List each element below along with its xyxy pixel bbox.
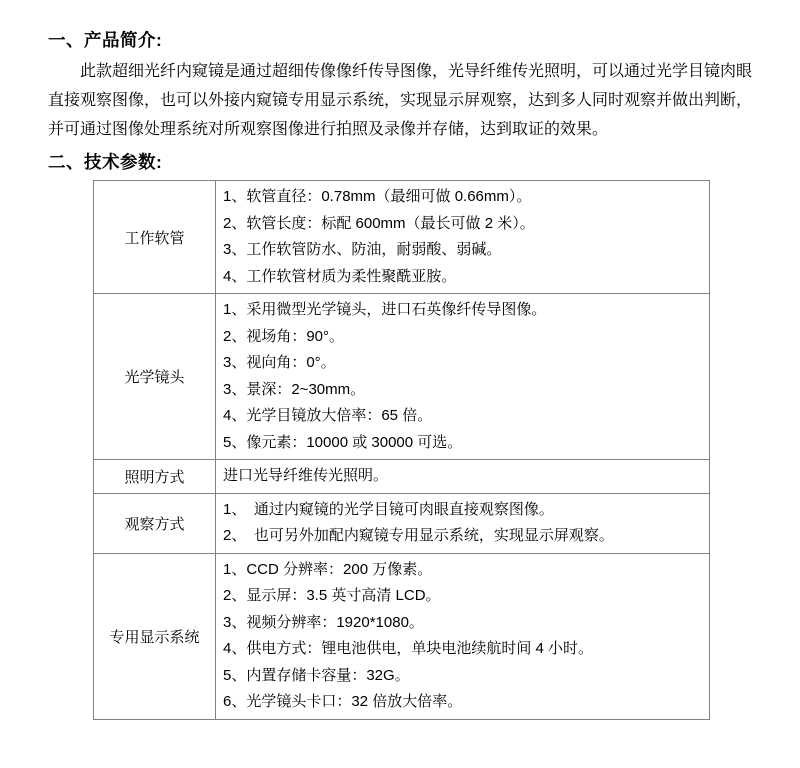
spec-line: 4、供电方式：锂电池供电，单块电池续航时间 4 小时。 bbox=[223, 640, 594, 657]
spec-category-label: 光学镜头 bbox=[94, 294, 216, 460]
spec-line: 2、显示屏：3.5 英寸高清 LCD。 bbox=[223, 587, 441, 604]
spec-value-cell bbox=[216, 553, 710, 719]
spec-line: 1、软管直径：0.78mm（最细可做 0.66mm）。 bbox=[223, 188, 532, 205]
product-intro-paragraph: 此款超细光纤内窥镜是通过超细传像像纤传导图像，光导纤维传光照明，可以通过光学目镜肉眼直接观察图像，也可以外接内窥镜专用显示系统，实现显示屏观察，达到多人同时观察并做出判断，并可通过图像处理系统对所观察图像进行拍照及录像并存储，达到取证的效果。 bbox=[48, 63, 753, 138]
spec-category-label: 照明方式 bbox=[94, 460, 216, 494]
spec-line: 1、采用微型光学镜头，进口石英像纤传导图像。 bbox=[223, 301, 547, 318]
spec-line: 3、视频分辨率：1920*1080。 bbox=[223, 613, 424, 631]
spec-line: 3、工作软管防水、防油，耐弱酸、弱碱。 bbox=[223, 241, 502, 258]
table-row bbox=[94, 493, 710, 553]
spec-line: 2、 也可另外加配内窥镜专用显示系统，实现显示屏观察。 bbox=[223, 527, 614, 544]
spec-line: 1、CCD 分辨率：200 万像素。 bbox=[223, 560, 433, 578]
section-heading-product-intro: 一、产品简介: bbox=[48, 30, 163, 50]
spec-category-label: 工作软管 bbox=[94, 181, 216, 294]
spec-line: 2、软管长度：标配 600mm（最长可做 2 米）。 bbox=[223, 214, 535, 232]
table-row bbox=[94, 553, 710, 719]
spec-value-cell bbox=[216, 493, 710, 553]
table-row bbox=[94, 181, 710, 294]
spec-line: 3、景深：2~30mm。 bbox=[223, 380, 366, 398]
spec-value-cell bbox=[216, 460, 710, 494]
spec-value-cell bbox=[216, 181, 710, 294]
spec-line: 进口光导纤维传光照明。 bbox=[223, 467, 389, 484]
spec-line: 5、内置存储卡容量：32G。 bbox=[223, 666, 410, 684]
spec-line: 2、视场角：90°。 bbox=[223, 327, 345, 345]
spec-line: 6、光学镜头卡口：32 倍放大倍率。 bbox=[223, 693, 463, 710]
spec-line: 4、光学目镜放大倍率：65 倍。 bbox=[223, 407, 433, 424]
section-heading-tech-params: 二、技术参数: bbox=[48, 152, 163, 172]
spec-line: 4、工作软管材质为柔性聚酰亚胺。 bbox=[223, 267, 457, 285]
spec-line: 5、像元素：10000 或 30000 可选。 bbox=[223, 433, 463, 451]
spec-table bbox=[93, 180, 710, 720]
spec-category-label: 专用显示系统 bbox=[94, 553, 216, 719]
spec-line: 1、 通过内窥镜的光学目镜可肉眼直接观察图像。 bbox=[223, 500, 554, 518]
spec-value-cell bbox=[216, 294, 710, 460]
spec-table-body bbox=[94, 181, 710, 720]
spec-category-label: 观察方式 bbox=[94, 493, 216, 553]
table-row bbox=[94, 294, 710, 460]
spec-line: 3、视向角：0°。 bbox=[223, 354, 336, 371]
table-row bbox=[94, 460, 710, 494]
